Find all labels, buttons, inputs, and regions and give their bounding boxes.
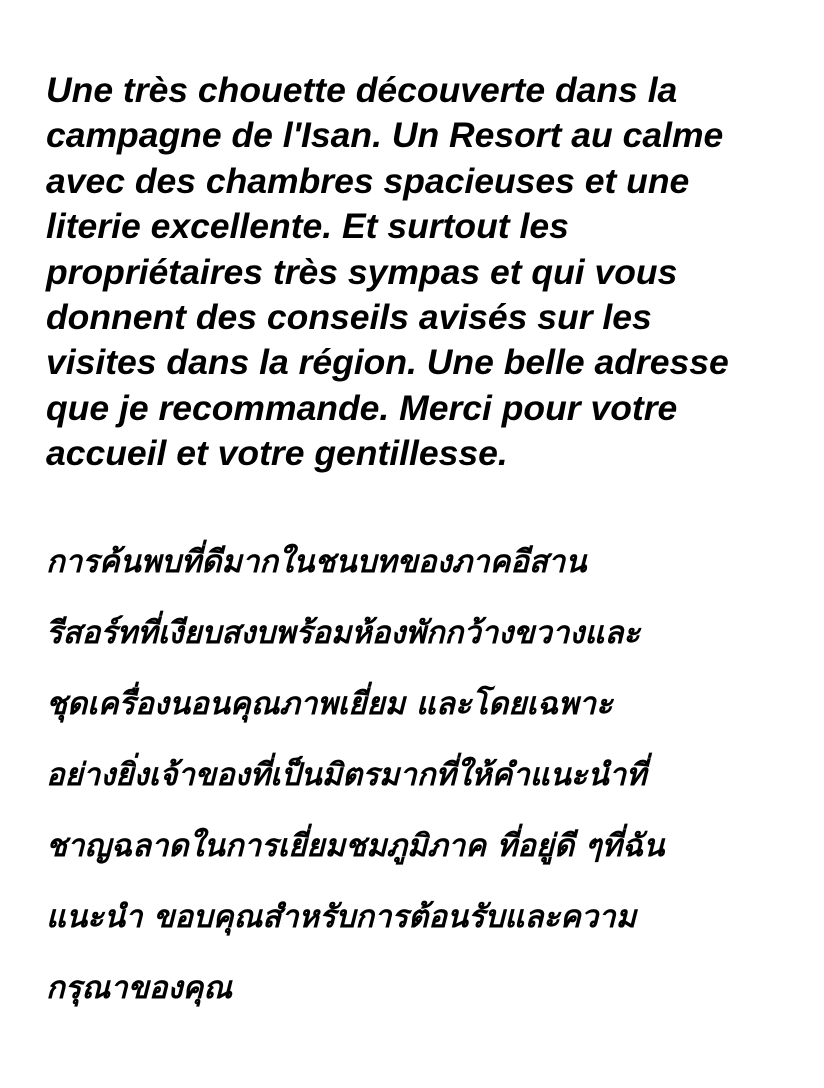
french-line-8: que je recommande. Merci pour votre <box>46 387 678 428</box>
review-document <box>46 68 816 1024</box>
french-line-6: donnent des conseils avisés sur les <box>46 297 652 338</box>
thai-line-4: อย่างยิ่งเจ้าของที่เป็นมิตรมากที่ให้คำแนะนำที่ <box>46 756 647 793</box>
thai-line-3: ชุดเครื่องนอนคุณภาพเยี่ยม และโดยเฉพาะ <box>46 685 613 722</box>
thai-review-paragraph <box>46 527 816 1024</box>
thai-line-7: กรุณาของคุณ <box>46 969 233 1006</box>
french-line-5: propriétaires très sympas et qui vous <box>46 251 678 292</box>
french-line-4: literie excellente. Et surtout les <box>46 206 569 247</box>
thai-line-6: แนะนำ ขอบคุณสำหรับการต้อนรับและความ <box>46 898 636 935</box>
thai-line-1: การค้นพบที่ดีมากในชนบทของภาคอีสาน <box>46 543 587 580</box>
french-review-paragraph <box>46 68 816 477</box>
thai-line-2: รีสอร์ทที่เงียบสงบพร้อมห้องพักกว้างขวางและ <box>46 614 641 651</box>
french-line-9: accueil et votre gentillesse. <box>46 433 508 474</box>
thai-line-5: ชาญฉลาดในการเยี่ยมชมภูมิภาค ที่อยู่ดี ๆที่ฉัน <box>46 827 665 864</box>
french-line-7: visites dans la région. Une belle adresse <box>46 342 729 383</box>
french-line-2: campagne de l'Isan. Un Resort au calme <box>46 115 724 156</box>
french-line-1: Une très chouette découverte dans la <box>46 70 678 110</box>
french-line-3: avec des chambres spacieuses et une <box>46 160 690 201</box>
